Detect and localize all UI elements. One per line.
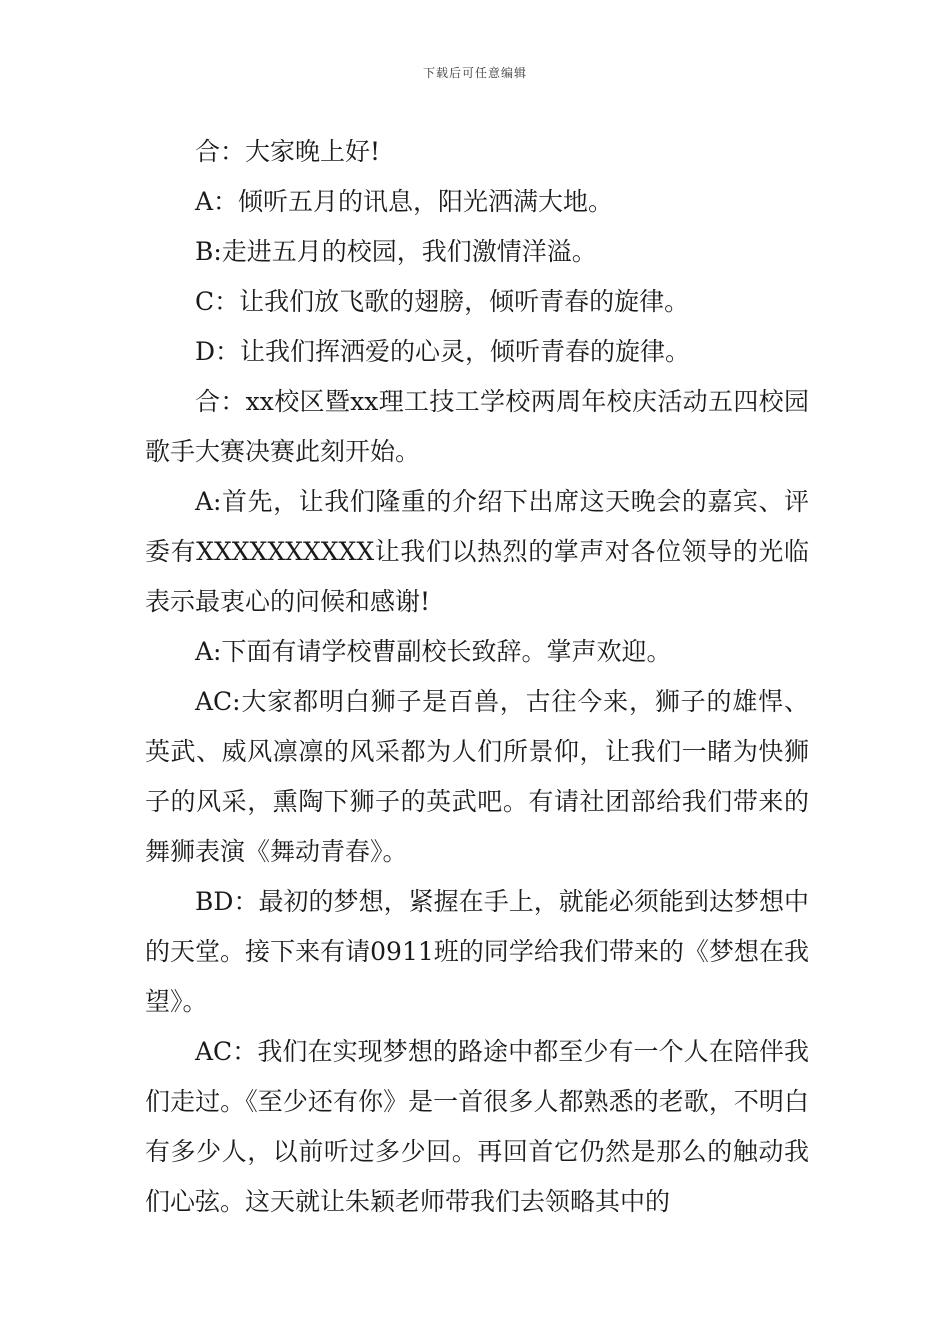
paragraph: AC:大家都明白狮子是百兽，古往今来，狮子的雄悍、英武、威风凛凛的风采都为人们所景仰，让我们一睹为快狮子的风采，熏陶下狮子的英武吧。有请社团部给我们带来的舞狮表演《舞动青春》。 — [145, 687, 809, 866]
paragraph: BD：最初的梦想，紧握在手上，就能必须能到达梦想中的天堂。接下来有请0911班的同学给我们带来的《梦想在我望》。 — [145, 887, 809, 1016]
paragraph: 合：大家晚上好! — [195, 137, 381, 166]
paragraph: A：倾听五月的讯息，阳光洒满大地。 — [195, 187, 614, 216]
paragraph: C：让我们放飞歌的翅膀，倾听青春的旋律。 — [195, 287, 690, 316]
paragraph: A:下面有请学校曹副校长致辞。掌声欢迎。 — [195, 637, 672, 666]
paragraph: AC：我们在实现梦想的路途中都至少有一个人在陪伴我们走过。《至少还有你》是一首很多人都熟悉的老歌，不明白有多少人，以前听过多少回。再回首它仍然是那么的触动我们心弦。这天就让朱颖老师带我们去领略其中的 — [145, 1037, 809, 1216]
page-header: 下载后可任意编辑 — [422, 66, 527, 80]
paragraph: 合：xx校区暨xx理工技工学校两周年校庆活动五四校园歌手大赛决赛此刻开始。 — [145, 387, 809, 466]
document-body — [145, 127, 809, 1227]
paragraph: B:走进五月的校园，我们激情洋溢。 — [195, 237, 597, 266]
paragraph: D：让我们挥洒爱的心灵，倾听青春的旋律。 — [195, 337, 691, 366]
paragraph: A:首先，让我们隆重的介绍下出席这天晚会的嘉宾、评委有XXXXXXXXXX让我们以热烈的掌声对各位领导的光临表示最衷心的问候和感谢! — [145, 487, 809, 616]
